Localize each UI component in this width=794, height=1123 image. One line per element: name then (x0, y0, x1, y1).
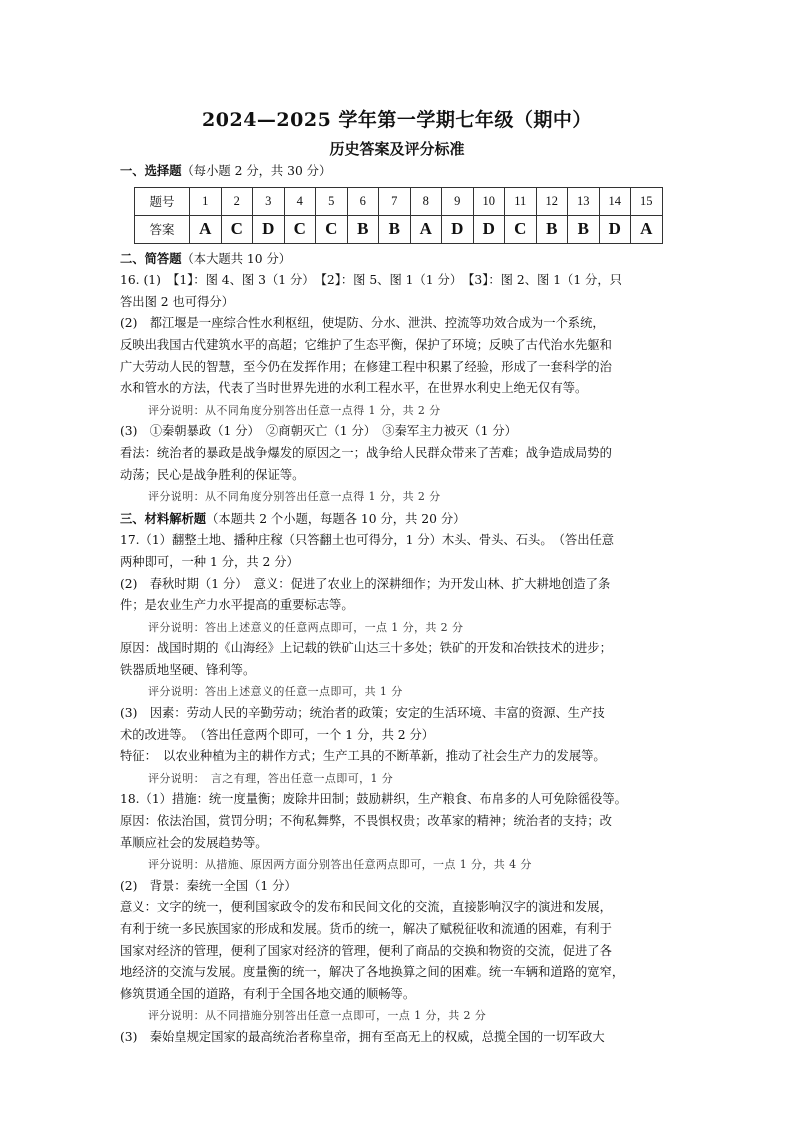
answer-line: 答出图 2 也可得分） (120, 294, 235, 309)
answer-row (135, 215, 663, 243)
answer-line: 特征： 以农业种植为主的耕作方式；生产工具的不断革新，推动了社会生产力的发展等。 (120, 749, 606, 764)
answer-cell: D (599, 215, 631, 243)
question-number: 9 (442, 187, 474, 215)
section-note: （本大题共 10 分） (181, 251, 292, 266)
question-number: 8 (410, 187, 442, 215)
answer-line: 原因：战国时期的《山海经》上记载的铁矿山达三十多处；铁矿的开发和冶铁技术的进步； (120, 641, 612, 656)
answer-line: 国家对经济的管理，便利了国家对经济的管理，便利了商品的交换和物资的交流，促进了各 (120, 943, 612, 958)
answer-cell: D (442, 215, 474, 243)
section-note: （每小题 2 分，共 30 分） (181, 164, 332, 178)
question-number: 10 (473, 187, 505, 215)
answer-cell: D (253, 215, 285, 243)
answer-cell: B (568, 215, 600, 243)
section-title: 一、选择题 (120, 163, 182, 178)
answer-line: 术的改进等。 （答出任意两个即可，一个 1 分，共 2 分） (120, 727, 435, 742)
answer-cell: A (190, 215, 222, 243)
answer-line: (3) ①秦朝暴政（1 分） ②商朝灭亡（1 分） ③秦军主力被灭（1 分） (120, 424, 517, 439)
question-number: 12 (536, 187, 568, 215)
answer-line: 有利于统一多民族国家的形成和发展。货币的统一，解决了赋税征收和流通的困难，有利于 (120, 922, 612, 936)
question-number: 11 (505, 187, 537, 215)
section-title: 三、材料解析题 (120, 510, 207, 526)
answer-line: (2) 背景：秦统一全国（1 分） (120, 878, 297, 893)
scoring-note: 评分说明：从不同措施分别答出任意一点即可，一点 1 分，共 2 分 (148, 1009, 487, 1023)
scoring-note: 评分说明： 言之有理，答出任意一点即可，1 分 (148, 771, 394, 785)
answer-content (120, 160, 680, 1049)
section-heading-material (120, 508, 680, 531)
answer-line: 修筑贯通全国的道路，有利于全国各地交通的顺畅等。 (120, 986, 416, 1001)
answer-cell: C (505, 215, 537, 243)
section-title: 二、简答题 (120, 250, 182, 266)
answer-line: (2) 春秋时期（1 分） 意义：促进了农业上的深耕细作；为开发山林、扩大耕地创造了条 (120, 576, 611, 591)
answer-line: 铁器质地坚硬、锋利等。 (120, 662, 256, 677)
scoring-note: 评分说明：答出上述意义的任意两点即可，一点 1 分，共 2 分 (148, 620, 464, 634)
answer-cell: B (347, 215, 379, 243)
page-title: 2024—2025 学年第一学期七年级（期中） (202, 109, 592, 131)
answer-line: 水和管水的方法，代表了当时世界先进的水利工程水平，在世界水利史上绝无仅有等。 (120, 381, 588, 396)
answer-cell: B (379, 215, 411, 243)
section-note: （本题共 2 个小题，每题各 10 分，共 20 分） (206, 511, 466, 526)
question-number: 2 (221, 187, 253, 215)
answer-cell: C (316, 215, 348, 243)
answer-cell: A (410, 215, 442, 243)
answer-table (134, 187, 663, 244)
answer-cell: D (473, 215, 505, 243)
scoring-note: 评分说明：从措施、原因两方面分别答出任意两点即可，一点 1 分，共 4 分 (148, 858, 532, 872)
question-number: 6 (347, 187, 379, 215)
scoring-note: 评分说明：从不同角度分别答出任意一点得 1 分，共 2 分 (148, 490, 441, 504)
scoring-note: 评分说明：从不同角度分别答出任意一点得 1 分，共 2 分 (148, 403, 441, 417)
scoring-note: 评分说明：答出上述意义的任意一点即可，共 1 分 (148, 685, 403, 699)
question-number: 5 (316, 187, 348, 215)
question-number: 15 (631, 187, 663, 215)
answer-cell: C (284, 215, 316, 243)
question-number-row (135, 187, 663, 215)
answer-line: 革顺应社会的发展趋势等。 (120, 835, 268, 850)
answer-line: 18.（1）措施：统一度量衡；废除井田制；鼓励耕织，生产粮食、布帛多的人可免除徭役等。 (120, 792, 627, 807)
question-number: 7 (379, 187, 411, 215)
answer-line: 动荡；民心是战争胜利的保证等。 (120, 467, 305, 482)
answer-line: 件；是农业生产力水平提高的重要标志等。 (120, 598, 354, 613)
question-number: 3 (253, 187, 285, 215)
answer-line: (3) 因素：劳动人民的辛勤劳动；统治者的政策；安定的生活环境、丰富的资源、生产技 (120, 706, 605, 721)
answer-line: (2) 都江堰是一座综合性水利枢纽，使堤防、分水、泄洪、控流等功效合成为一个系统， (120, 316, 605, 331)
question-number: 14 (599, 187, 631, 215)
answer-line: 意义：文字的统一，便利国家政令的发布和民间文化的交流，直接影响汉字的演进和发展， (120, 900, 612, 915)
answer-line: 16. (1) 【1】：图 4、图 3（1 分） 【2】：图 5、图 1（1 分） 【3】：图 2、图 1（1 分，只 (120, 273, 622, 288)
question-number: 4 (284, 187, 316, 215)
row-label: 答案 (135, 215, 190, 243)
answer-line: 广大劳动人民的智慧，至今仍在发挥作用；在修建工程中积累了经验，形成了一套科学的治 (120, 359, 612, 374)
row-label: 题号 (135, 187, 190, 215)
answer-line: 看法：统治者的暴政是战争爆发的原因之一；战争给人民群众带来了苦难；战争造成局势的 (120, 445, 612, 460)
section-heading-short-answer (120, 248, 680, 271)
answer-line: 反映出我国古代建筑水平的高超；它维护了生态平衡，保护了环境；反映了古代治水先躯和 (120, 337, 612, 352)
answer-line: 原因：依法治国，赏罚分明；不徇私舞弊，不畏惧权贵；改革家的精神；统治者的支持；改 (120, 814, 612, 829)
answer-cell: A (631, 215, 663, 243)
answer-line: 17.（1）翻整土地、播种庄稼（只答翻土也可得分，1 分）木头、骨头、石头。 （答出任意 (120, 533, 615, 548)
question-number: 13 (568, 187, 600, 215)
answer-cell: B (536, 215, 568, 243)
answer-cell: C (221, 215, 253, 243)
question-number: 1 (190, 187, 222, 215)
section-heading-choice (120, 160, 680, 183)
page-subtitle: 历史答案及评分标准 (329, 140, 465, 158)
answer-line: (3) 秦始皇规定国家的最高统治者称皇帝，拥有至高无上的权威，总揽全国的一切军政大 (120, 1029, 605, 1044)
answer-line: 地经济的交流与发展。度量衡的统一，解决了各地换算之间的困难。统一车辆和道路的宽窄， (120, 965, 625, 980)
answer-line: 两种即可，一种 1 分，共 2 分） (120, 554, 299, 569)
